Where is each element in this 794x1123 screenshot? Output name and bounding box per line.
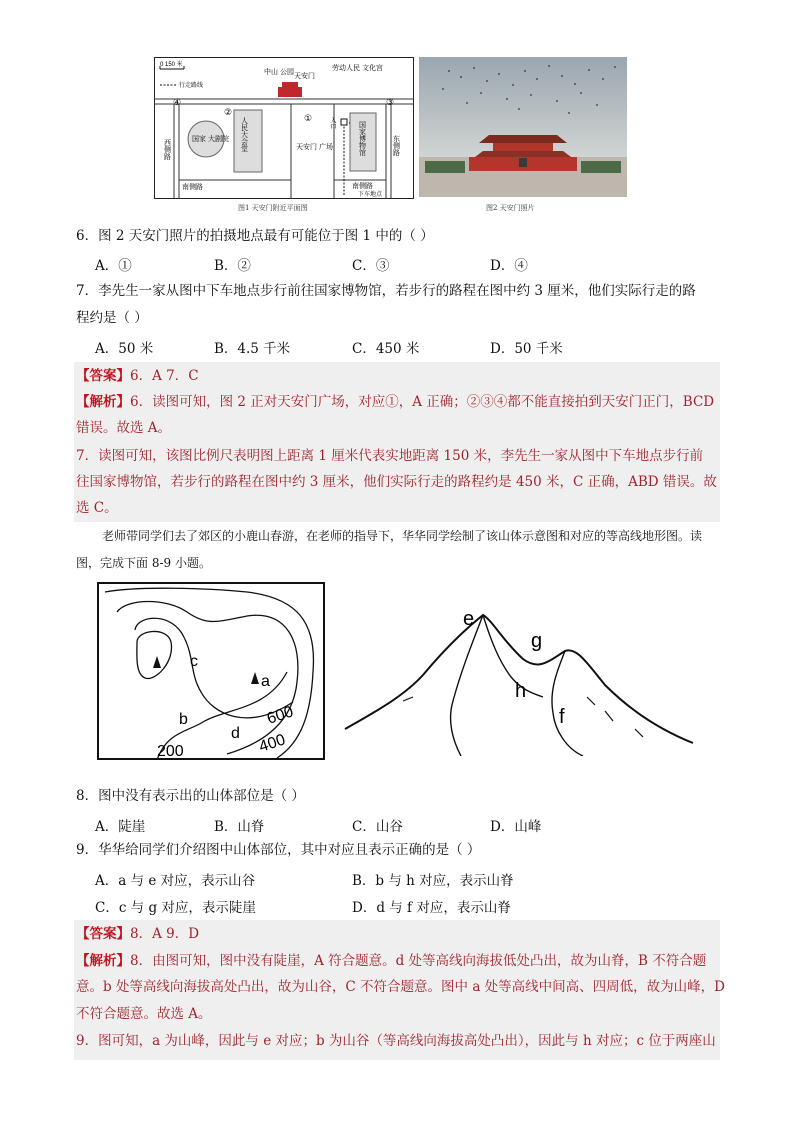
contour-map-figure: [97, 582, 325, 760]
marker-4: ④: [173, 98, 182, 108]
analysis1-tag: 【解析】: [76, 394, 130, 410]
label-nancelu-left: 南侧路: [182, 184, 203, 191]
answer2-tag: 【答案】: [76, 926, 130, 942]
q9-stem: 9．华华给同学们介绍图中山体部位，其中对应且表示正确的是（ ）: [76, 842, 481, 858]
contour-label-400: 400: [256, 731, 288, 756]
marker-1: ①: [304, 114, 313, 124]
label-dongcelu: 东侧路: [392, 135, 400, 156]
answer2-line: [76, 921, 199, 947]
analysis2-text1: 8．由图可知，图中没有陡崖，A 符合题意。d 处等高线向海拔低处凸出，故为山脊，B 不符合题: [130, 953, 707, 969]
q7-stem-line1: 7．李先生一家从图中下车地点步行前往国家博物馆，若步行的路程在图中约 3 厘米，他们实际行走的路: [76, 283, 696, 299]
label-nancelu-right: 南侧路: [352, 183, 373, 190]
q9-option-b: B．b 与 h 对应，表示山脊: [352, 873, 514, 889]
label-theatre: 国家 大剧院: [192, 136, 229, 143]
analysis2-line4: 9．图可知，a 为山峰，因此与 e 对应；b 为山谷（等高线向海拔高处凸出），因此与 h 对应；c 位于两座山: [76, 1033, 716, 1049]
marker-2: ②: [224, 108, 233, 118]
analysis1-text1: 6．读图可知，图 2 正对天安门广场，对应①，A 正确；②③④都不能直接拍到天安门正门，BCD: [130, 394, 715, 410]
tiananmen-photo: [419, 57, 627, 197]
q8-stem: 8．图中没有表示出的山体部位是（ ）: [76, 788, 305, 804]
analysis2-tag: 【解析】: [76, 953, 130, 969]
q9-option-c: C．c 与 g 对应，表示陡崖: [95, 900, 256, 916]
answer2-text: 8．A 9．D: [130, 926, 200, 942]
analysis2-line2: 意。b 处等高线向海拔高处凸出，故为山谷，C 不符合题意。图中 a 处等高线中间高、四周低，故为山峰，D: [76, 979, 726, 995]
answer1-line: [76, 363, 199, 389]
mountain-label-f: f: [559, 706, 565, 728]
contour-label-a: a: [261, 673, 270, 690]
contour-label-600: 600: [264, 703, 296, 728]
q7-stem-line2: 程约是（ ）: [76, 310, 148, 326]
answer1-text: 6．A 7．C: [130, 368, 199, 384]
analysis1-line1: [76, 389, 714, 415]
label-xicelu: 西侧路: [163, 139, 171, 160]
label-workers-palace: 劳动人民 文化宫: [332, 65, 383, 72]
label-square: 天安门 广场: [296, 144, 333, 151]
contour-label-c: c: [190, 653, 198, 670]
label-zhongshan-park: 中山 公园: [264, 69, 294, 76]
marker-3: ③: [386, 98, 395, 108]
analysis1-line2: 错误。故选 A。: [76, 420, 172, 436]
q7-option-c: C．450 米: [352, 341, 420, 357]
tiananmen-map-figure: [154, 57, 414, 199]
answer1-tag: 【答案】: [76, 368, 130, 384]
label-entrance: 入口: [329, 117, 335, 129]
section-intro: 老师带同学们去了郊区的小鹿山春游，在老师的指导下，华华同学绘制了该山体示意图和对应的等高线地形图。读图，完成下面 8-9 小题。: [76, 529, 703, 570]
label-great-hall: 人民大会堂: [240, 117, 248, 152]
analysis1-line4: 往国家博物馆，若步行的路程在图中约 3 厘米，他们实际行走的路程约是 450 米，C 正确，ABD 错误。故: [76, 474, 717, 490]
q7-option-d: D．50 千米: [490, 341, 563, 357]
label-museum: 国家博物馆: [358, 121, 366, 156]
q6-option-a: A．①: [95, 258, 132, 274]
analysis2-line1: [76, 948, 706, 974]
q8-option-a: A．陡崖: [95, 819, 146, 835]
mountain-label-h: h: [515, 680, 527, 702]
contour-label-b: b: [179, 711, 188, 728]
analysis1-line3: 7．读图可知，该图比例尺表明图上距离 1 厘米代表实地距离 150 米，李先生一家从图中下车地点步行前: [76, 448, 704, 464]
q6-stem: 6．图 2 天安门照片的拍摄地点最有可能位于图 1 中的（ ）: [76, 228, 434, 244]
scale-label: 0 150 米: [160, 62, 183, 68]
q8-option-c: C．山谷: [352, 819, 403, 835]
mountain-label-e: e: [463, 608, 475, 630]
q7-option-a: A．50 米: [95, 341, 154, 357]
q6-option-d: D．④: [490, 258, 528, 274]
label-tiananmen: 天安门: [294, 73, 315, 80]
figure1-caption: 图1 天安门附近平面图: [238, 204, 308, 212]
contour-label-d: d: [231, 725, 240, 742]
q9-option-d: D．d 与 f 对应，表示山脊: [352, 900, 511, 916]
analysis1-line5: 选 C。: [76, 500, 118, 516]
mountain-label-g: g: [531, 630, 543, 652]
q9-option-a: A．a 与 e 对应，表示山谷: [95, 873, 256, 889]
figure2-caption: 图2 天安门照片: [486, 204, 535, 212]
analysis2-line3: 不符合题意。故选 A。: [76, 1006, 212, 1022]
q6-option-b: B．②: [214, 258, 251, 274]
legend-walk-route: 行走路线: [179, 83, 204, 89]
q7-option-b: B．4.5 千米: [214, 341, 291, 357]
contour-label-200: 200: [157, 743, 184, 760]
q8-option-b: B．山脊: [214, 819, 265, 835]
mountain-sketch-figure: [343, 601, 695, 756]
label-bus-stop: 下车地点: [358, 192, 383, 198]
q8-option-d: D．山峰: [490, 819, 542, 835]
q6-option-c: C．③: [352, 258, 390, 274]
